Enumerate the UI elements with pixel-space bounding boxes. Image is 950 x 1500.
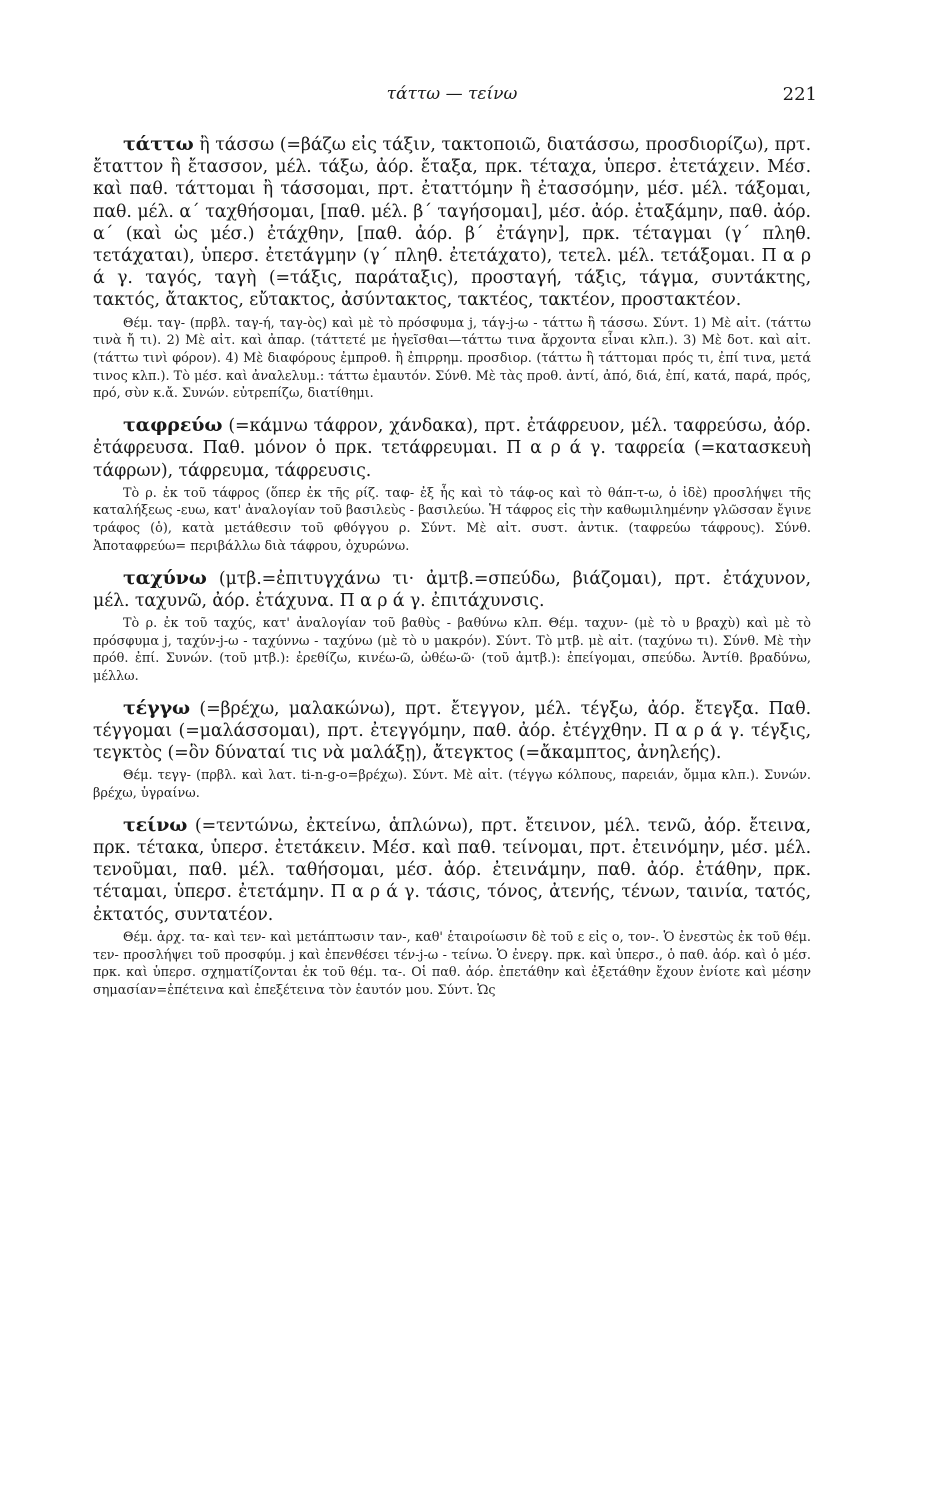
entry-note: Θέμ. τεγγ- (πρβλ. καὶ λατ. ti-n-g-o=βρέχω). Σύντ. Μὲ αἰτ. (τέγγω κόλπους, παρειάν, ὄμμα κλπ.). Συνών. βρέχω, ὑγραίνω. — [93, 768, 811, 802]
entry-body — [93, 133, 811, 312]
entry-lemma: τέγγω — [123, 696, 191, 719]
entry-body — [93, 567, 811, 612]
entry-note: Τὸ ρ. ἐκ τοῦ ταχύς, κατ' ἀναλογίαν τοῦ βαθὺς - βαθύνω κλπ. Θέμ. ταχυν- (μὲ τὸ υ βραχὺ) καὶ μὲ τὸ πρόσφυμα j, ταχύν-j-ω - ταχύννω - ταχύνω (μὲ τὸ υ μακρόν). Σύντ. Τὸ μτβ. μὲ αἰτ. (ταχύνω τι). Σύνθ. Μὲ τὴν πρόθ. ἐπί. Συνών. (τοῦ μτβ.): ἐρεθίζω, κινέω-ῶ, ὠθέω-ῶ· (τοῦ ἀμτβ.): ἐπείγομαι, σπεύδω. Ἀντίθ. βραδύνω, μέλλω. — [93, 615, 811, 685]
entry-body — [93, 414, 811, 482]
entry-note: Τὸ ρ. ἐκ τοῦ τάφρος (ὅπερ ἐκ τῆς ρίζ. ταφ- ἐξ ἧς καὶ τὸ τάφ-ος καὶ τὸ θάπ-τ-ω, ὁ ἰδὲ) προσλήψει τῆς καταλήξεως -ευω, κατ' ἀναλογίαν τοῦ βασιλεὺς - βασιλεύω. Ἡ τάφρος εἰς τὴν καθωμιλημένην γλῶσσαν ἔγινε τράφος (ὁ), κατὰ μετάθεσιν τοῦ φθόγγου ρ. Σύντ. Μὲ αἰτ. συστ. ἀντικ. (ταφρεύω τάφρους). Σύνθ. Ἀποταφρεύω= περιβάλλω διὰ τάφρου, ὀχυρώνω. — [93, 485, 811, 554]
entry-text: (μτβ.=ἐπιτυγχάνω τι· ἀμτβ.=σπεύδω, βιάζομαι), πρτ. ἐτάχυνον, μέλ. ταχυνῶ, ἀόρ. ἐτάχυνα. Π α ρ ά γ. ἐπιτάχυνσις. — [93, 568, 811, 611]
entry-note: Θέμ. ταγ- (πρβλ. ταγ-ή, ταγ-ὸς) καὶ μὲ τὸ πρόσφυμα j, τάγ-j-ω - τάττω ἢ τάσσω. Σύντ. 1) Μὲ αἰτ. (τάττω τινὰ ἤ τι). 2) Μὲ αἰτ. καὶ ἀπαρ. (τάττετέ με ἡγεῖσθαι—τάττω τινα ἄρχοντα εἶναι κλπ.). 3) Μὲ δοτ. καὶ αἰτ. (τάττω τινὶ φόρον). 4) Μὲ διαφόρους ἐμπροθ. ἢ ἐπιρρημ. προσδιορ. (τάττω ἢ τάττομαι πρός τι, ἐπί τινα, μετά τινος κλπ.). Τὸ μέσ. καὶ ἀναλελυμ.: τάττω ἐμαυτόν. Σύνθ. Μὲ τὰς προθ. ἀντί, ἀπό, διά, ἐπί, κατά, παρά, πρός, πρό, σὺν κ.ἄ. Συνών. εὐτρεπίζω, διατίθημι. — [93, 315, 811, 402]
entry-body — [93, 697, 811, 765]
entry-lemma: ταχύνω — [123, 566, 207, 589]
entry-text: (=βρέχω, μαλακώνω), πρτ. ἔτεγγον, μέλ. τέγξω, ἀόρ. ἔτεγξα. Παθ. τέγγομαι (=μαλάσσομαι), πρτ. ἐτεγγόμην, παθ. ἀόρ. ἐτέγχθην. Π α ρ ά γ. τέγξις, τεγκτὸς (=ὃν δύναταί τις νὰ μαλάξῃ), ἄτεγκτος (=ἄκαμπτος, ἀνηλεής). — [93, 698, 811, 764]
entry-lemma: τάττω — [123, 133, 194, 155]
page-header — [93, 78, 817, 122]
entry-tachyno — [93, 567, 811, 686]
entry-tafreuo — [93, 414, 811, 555]
entry-lemma: ταφρεύω — [123, 414, 223, 437]
entry-body — [93, 814, 811, 926]
entry-text: (=κάμνω τάφρον, χάνδακα), πρτ. ἐτάφρευον, μέλ. ταφρεύσω, ἀόρ. ἐτάφρευσα. Παθ. μόνον ὁ πρκ. τετάφρευμαι. Π α ρ ά γ. ταφρεία (=κατασκευὴ τάφρων), τάφρευμα, τάφρευσις. — [93, 416, 811, 481]
dictionary-page — [93, 78, 817, 1000]
entry-tengo — [93, 697, 811, 803]
entry-note: Θέμ. ἀρχ. τα- καὶ τεν- καὶ μετάπτωσιν ταν-, καθ' ἑταιροίωσιν δὲ τοῦ ε εἰς ο, τον-. Ὁ ἐνεστὼς ἐκ τοῦ θέμ. τεν- προσλήψει τοῦ προσφύμ. j καὶ ἐπενθέσει τέν-j-ω - τείνω. Ὁ ἐνεργ. πρκ. καὶ ὑπερσ., ὁ παθ. ἀόρ. καὶ ὁ μέσ. πρκ. καὶ ὑπερσ. σχηματίζονται ἐκ τοῦ θέμ. τα-. Οἱ παθ. ἀόρ. ἐπετάθην καὶ ἐξετάθην ἔχουν ἐνίοτε καὶ μέσην σημασίαν=ἐπέτεινα καὶ ἐπεξέτεινα τὸν ἑαυτόν μου. Σύντ. Ὡς — [93, 929, 811, 998]
entry-lemma: τείνω — [123, 813, 188, 836]
entry-tatto — [93, 133, 811, 403]
running-head: τάττω — τείνω — [386, 84, 518, 104]
entry-text: (=τεντώνω, ἐκτείνω, ἁπλώνω), πρτ. ἔτεινον, μέλ. τενῶ, ἀόρ. ἔτεινα, πρκ. τέτακα, ὑπερσ. ἐτετάκειν. Μέσ. καὶ παθ. τείνομαι, πρτ. ἐτεινόμην, μέσ. μέλ. τενοῦμαι, παθ. μέλ. ταθήσομαι, μέσ. ἀόρ. ἐτεινάμην, παθ. ἀόρ. ἐτάθην, πρκ. τέταμαι, ὑπερσ. ἐτετάμην. Π α ρ ά γ. τάσις, τόνος, ἀτενής, τένων, ταινία, τατός, ἐκτατός, συντατέον. — [93, 815, 811, 925]
entry-text: ἢ τάσσω (=βάζω εἰς τάξιν, τακτοποιῶ, διατάσσω, προσδιορίζω), πρτ. ἔταττον ἢ ἔτασσον, μέλ. τάξω, ἀόρ. ἔταξα, πρκ. τέταχα, ὑπερσ. ἐτετάχειν. Μέσ. καὶ παθ. τάττομαι ἢ τάσσομαι, πρτ. ἐταττόμην ἢ ἐτασσόμην, μέσ. μέλ. τάξομαι, παθ. μέλ. α΄ ταχθήσομαι, [παθ. μέλ. β΄ ταγήσομαι], μέσ. ἀόρ. ἐταξάμην, παθ. ἀόρ. α΄ (καὶ ὡς μέσ.) ἐτάχθην, [παθ. ἀόρ. β΄ ἐτάγην], πρκ. τέταγμαι (γ΄ πληθ. τετάχαται), ὑπερσ. ἐτετάγμην (γ΄ πληθ. ἐτετάχατο), τετελ. μέλ. τετάξομαι. Π α ρ ά γ. ταγός, ταγὴ (=τάξις, παράταξις), προσταγή, τάξις, τάγμα, συντάκτης, τακτός, ἄτακτος, εὔτακτος, ἀσύντακτος, τακτέος, τακτέον, προστακτέον. — [93, 135, 811, 311]
entry-teino — [93, 814, 811, 1000]
page-number: 221 — [782, 84, 817, 105]
